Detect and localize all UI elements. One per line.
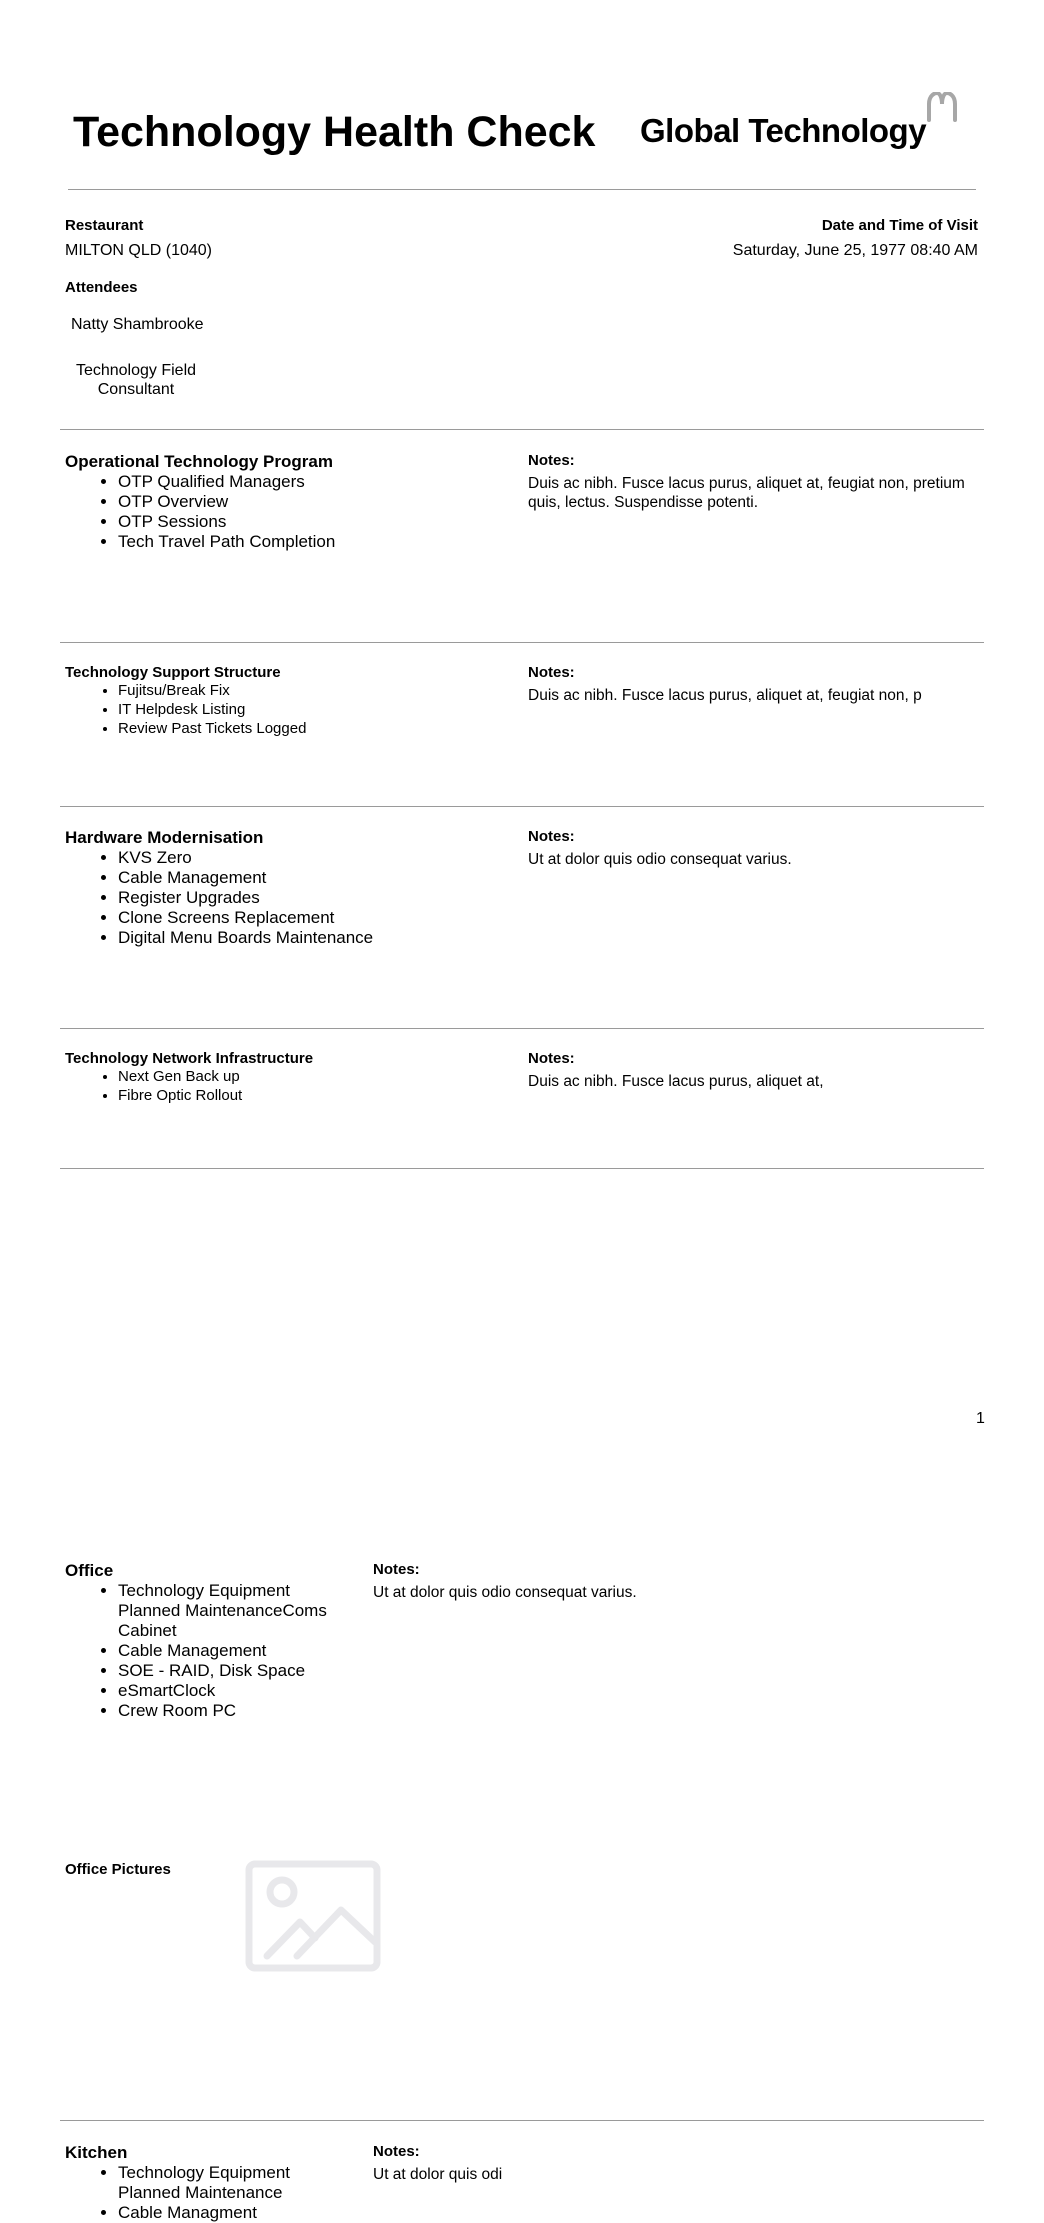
section-title: Operational Technology Program bbox=[65, 452, 333, 471]
list-item: • Cable Management bbox=[118, 868, 373, 888]
notes-text: Ut at dolor quis odio consequat varius. bbox=[373, 1584, 637, 1601]
list-item: • Cable Managment bbox=[118, 2203, 378, 2223]
notes-text: Ut at dolor quis odio consequat varius. bbox=[528, 851, 792, 868]
list-item-line: Planned Maintenance bbox=[118, 2183, 283, 2202]
page-title: Technology Health Check bbox=[73, 108, 596, 156]
notes-line: Duis ac nibh. Fusce lacus purus, aliquet at, feugiat non, pretium bbox=[528, 475, 965, 492]
section-items bbox=[65, 848, 373, 948]
attendee-role-line2: Consultant bbox=[97, 381, 175, 398]
section-items bbox=[65, 2163, 378, 2223]
section-notes bbox=[528, 828, 988, 869]
notes-text: Duis ac nibh. Fusce lacus purus, aliquet at, feugiat non, p bbox=[528, 687, 922, 704]
attendee-role-line1: Technology Field bbox=[75, 362, 197, 379]
section-divider bbox=[60, 642, 984, 643]
list-item: • Digital Menu Boards Maintenance bbox=[118, 928, 373, 948]
notes-text: Duis ac nibh. Fusce lacus purus, aliquet at, bbox=[528, 1073, 824, 1090]
list-item-line: Planned MaintenanceComs bbox=[118, 1601, 327, 1620]
list-item: • Register Upgrades bbox=[118, 888, 373, 908]
section-divider bbox=[60, 806, 984, 807]
notes-text: Ut at dolor quis odi bbox=[373, 2166, 503, 2183]
section-notes bbox=[373, 2143, 873, 2184]
notes-label: Notes: bbox=[528, 664, 575, 681]
section-items bbox=[65, 1581, 378, 1721]
section-technology-network-infrastructure bbox=[65, 1050, 313, 1105]
attendee-name: Natty Shambrooke bbox=[71, 316, 204, 333]
section-operational-technology-program bbox=[65, 452, 335, 552]
list-item-line: Technology Equipment bbox=[118, 1581, 291, 1600]
list-item bbox=[118, 1581, 378, 1641]
list-item: • Fujitsu/Break Fix bbox=[118, 681, 306, 700]
notes-label: Notes: bbox=[528, 1050, 575, 1067]
notes-label: Notes: bbox=[373, 2143, 420, 2160]
section-hardware-modernisation bbox=[65, 828, 373, 948]
section-title: Hardware Modernisation bbox=[65, 828, 264, 847]
list-item: • OTP Sessions bbox=[118, 512, 335, 532]
attendee-role bbox=[56, 361, 216, 399]
datetime-value: Saturday, June 25, 1977 08:40 AM bbox=[732, 242, 978, 259]
section-divider bbox=[60, 1168, 984, 1169]
header-divider bbox=[68, 189, 976, 190]
section-items bbox=[65, 681, 306, 738]
list-item: • Crew Room PC bbox=[118, 1701, 378, 1721]
section-notes bbox=[528, 452, 988, 512]
section-title: Technology Support Structure bbox=[65, 664, 281, 681]
list-item bbox=[118, 2163, 378, 2203]
office-pictures-label: Office Pictures bbox=[65, 1861, 171, 1878]
section-notes bbox=[373, 1561, 873, 1602]
list-item: • Tech Travel Path Completion bbox=[118, 532, 335, 552]
restaurant-value: MILTON QLD (1040) bbox=[65, 242, 213, 259]
list-item: • KVS Zero bbox=[118, 848, 373, 868]
notes-text bbox=[528, 474, 988, 512]
list-item: • OTP Qualified Managers bbox=[118, 472, 335, 492]
section-title: Technology Network Infrastructure bbox=[65, 1050, 314, 1067]
list-item-line: Technology Equipment bbox=[118, 2163, 291, 2182]
list-item: • Next Gen Back up bbox=[118, 1067, 313, 1086]
section-notes bbox=[528, 664, 988, 705]
section-technology-support-structure bbox=[65, 664, 306, 738]
section-office bbox=[65, 1561, 378, 1721]
golden-arches-logo-icon bbox=[926, 92, 958, 122]
list-item: • Review Past Tickets Logged bbox=[118, 719, 306, 738]
list-item: • Cable Management bbox=[118, 1641, 378, 1661]
list-item: • eSmartClock bbox=[118, 1681, 378, 1701]
list-item: • SOE - RAID, Disk Space bbox=[118, 1661, 378, 1681]
section-kitchen bbox=[65, 2143, 378, 2223]
brand-name: Global Technology bbox=[640, 112, 927, 149]
section-items bbox=[65, 472, 335, 552]
list-item: • IT Helpdesk Listing bbox=[118, 700, 306, 719]
section-items bbox=[65, 1067, 313, 1105]
section-title: Office bbox=[65, 1561, 114, 1580]
list-item-line: Cabinet bbox=[118, 1621, 177, 1640]
notes-label: Notes: bbox=[373, 1561, 420, 1578]
list-item: • OTP Overview bbox=[118, 492, 335, 512]
section-divider bbox=[60, 1028, 984, 1029]
section-title: Kitchen bbox=[65, 2143, 128, 2162]
section-notes bbox=[528, 1050, 988, 1091]
restaurant-label: Restaurant bbox=[65, 217, 144, 234]
notes-label: Notes: bbox=[528, 828, 575, 845]
section-divider bbox=[60, 429, 984, 430]
image-placeholder-icon bbox=[245, 1860, 381, 1972]
list-item: • Fibre Optic Rollout bbox=[118, 1086, 313, 1105]
datetime-label: Date and Time of Visit bbox=[821, 217, 978, 234]
page-number: 1 bbox=[976, 1410, 985, 1427]
section-divider bbox=[60, 2120, 984, 2121]
notes-line: quis, lectus. Suspendisse potenti. bbox=[528, 494, 759, 511]
list-item: • Clone Screens Replacement bbox=[118, 908, 373, 928]
notes-label: Notes: bbox=[528, 452, 575, 469]
attendees-label: Attendees bbox=[65, 279, 138, 296]
